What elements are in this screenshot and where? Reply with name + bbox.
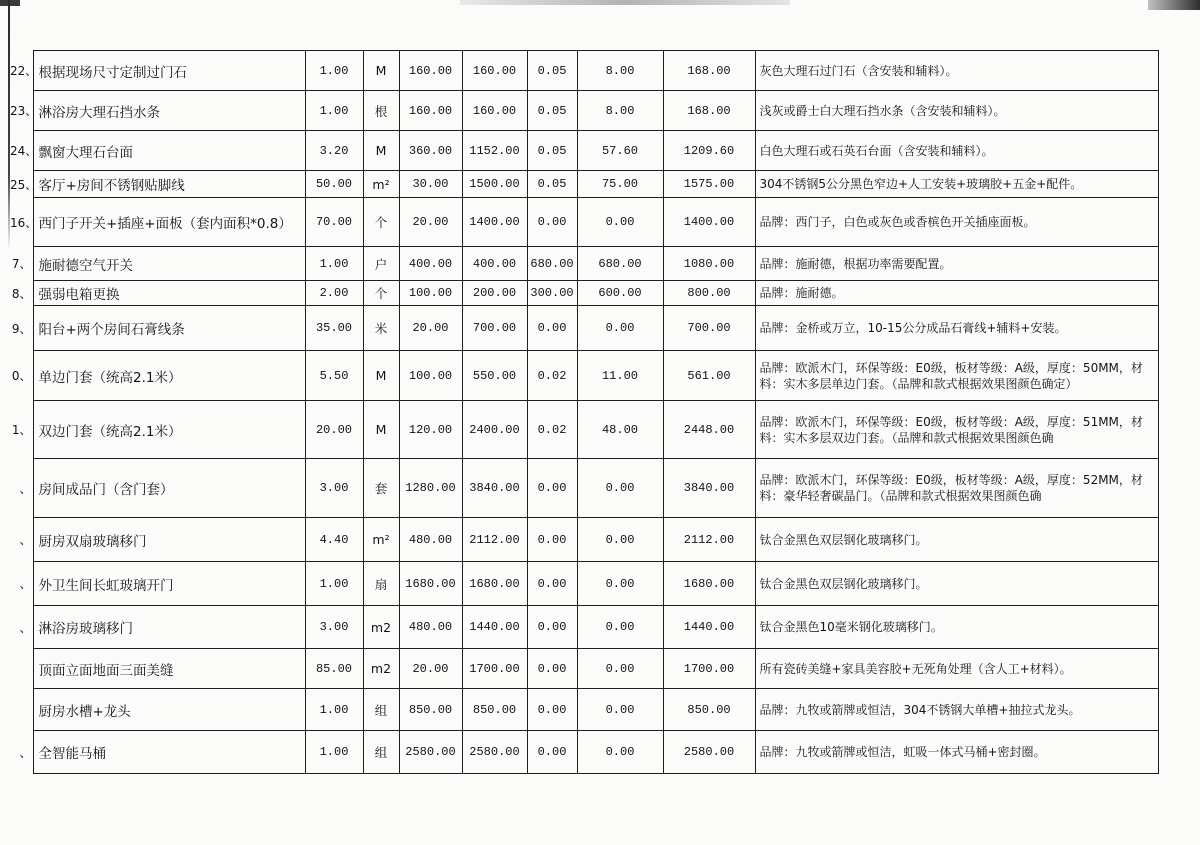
unit-cell: 组	[363, 689, 399, 731]
note-cell: 品牌：九牧或箭牌或恒洁，304不锈钢大单槽+抽拉式龙头。	[755, 689, 1158, 731]
subtotal-cell: 2580.00	[462, 731, 527, 774]
quote-sheet	[10, 50, 1159, 774]
subtotal-cell: 2400.00	[462, 401, 527, 459]
total-cell: 1209.60	[663, 131, 755, 171]
total-cell: 850.00	[663, 689, 755, 731]
extra-rate-cell: 0.00	[527, 562, 577, 606]
row-index-cell: 22、	[10, 64, 38, 78]
unit-cell: M	[363, 131, 399, 171]
quantity-cell: 35.00	[305, 306, 363, 351]
unit-price-cell: 30.00	[399, 171, 462, 198]
extra-rate-cell: 0.00	[527, 689, 577, 731]
note-cell: 品牌：欧派木门，环保等级：E0级，板材等级：A级，厚度：51MM，材料：实木多层双边门套。（品牌和款式根据效果图颜色确	[755, 401, 1158, 459]
table-row	[10, 401, 1158, 459]
extra-amount-cell: 0.00	[577, 306, 663, 351]
item-name-cell: 飘窗大理石台面	[33, 131, 305, 171]
table-row	[10, 281, 1158, 306]
unit-cell: m2	[363, 649, 399, 689]
note-cell: 品牌：施耐德，根据功率需要配置。	[755, 247, 1158, 281]
unit-price-cell: 160.00	[399, 51, 462, 91]
total-cell: 1440.00	[663, 606, 755, 649]
quantity-cell: 1.00	[305, 562, 363, 606]
item-name-cell: 厨房水槽+龙头	[33, 689, 305, 731]
row-index-cell: 、	[19, 533, 32, 547]
extra-rate-cell: 0.00	[527, 459, 577, 518]
table-row	[10, 351, 1158, 401]
unit-price-cell: 100.00	[399, 281, 462, 306]
extra-amount-cell: 8.00	[577, 91, 663, 131]
unit-price-cell: 850.00	[399, 689, 462, 731]
note-cell: 所有瓷砖美缝+家具美容胶+无死角处理（含人工+材料）。	[755, 649, 1158, 689]
table-row	[10, 306, 1158, 351]
note-cell: 品牌：欧派木门，环保等级：E0级，板材等级：A级，厚度：50MM，材料：实木多层单边门套。（品牌和款式根据效果图颜色确定）	[755, 351, 1158, 401]
row-index-cell: 、	[19, 620, 32, 635]
subtotal-cell: 400.00	[462, 247, 527, 281]
unit-cell: 套	[363, 459, 399, 518]
extra-rate-cell: 680.00	[527, 247, 577, 281]
unit-cell: 户	[363, 247, 399, 281]
total-cell: 561.00	[663, 351, 755, 401]
extra-rate-cell: 0.00	[527, 198, 577, 247]
extra-amount-cell: 0.00	[577, 562, 663, 606]
extra-amount-cell: 0.00	[577, 198, 663, 247]
unit-price-cell: 160.00	[399, 91, 462, 131]
total-cell: 700.00	[663, 306, 755, 351]
quantity-cell: 4.40	[305, 518, 363, 562]
total-cell: 168.00	[663, 91, 755, 131]
quantity-cell: 1.00	[305, 689, 363, 731]
extra-amount-cell: 0.00	[577, 649, 663, 689]
scan-top-shadow	[460, 0, 790, 5]
row-index-cell: 、	[19, 577, 32, 591]
row-index-cell: 9、	[11, 321, 32, 336]
quantity-cell: 1.00	[305, 51, 363, 91]
table-row	[10, 606, 1158, 649]
quantity-cell: 70.00	[305, 198, 363, 247]
extra-amount-cell: 48.00	[577, 401, 663, 459]
extra-amount-cell: 600.00	[577, 281, 663, 306]
quantity-cell: 1.00	[305, 731, 363, 774]
unit-cell: 根	[363, 91, 399, 131]
unit-cell: m²	[363, 518, 399, 562]
item-name-cell: 强弱电箱更换	[33, 281, 305, 306]
item-name-cell: 双边门套（统高2.1米）	[33, 401, 305, 459]
row-index-cell: 23、	[10, 104, 38, 118]
extra-amount-cell: 75.00	[577, 171, 663, 198]
unit-price-cell: 400.00	[399, 247, 462, 281]
extra-rate-cell: 0.02	[527, 351, 577, 401]
subtotal-cell: 1680.00	[462, 562, 527, 606]
extra-rate-cell: 0.00	[527, 606, 577, 649]
row-index-cell: 0、	[11, 369, 32, 383]
extra-rate-cell: 300.00	[527, 281, 577, 306]
note-cell: 浅灰或爵士白大理石挡水条（含安装和辅料）。	[755, 91, 1158, 131]
table-row	[10, 649, 1158, 689]
total-cell: 1680.00	[663, 562, 755, 606]
table-row	[10, 689, 1158, 731]
quantity-cell: 3.20	[305, 131, 363, 171]
row-index-cell: 7、	[11, 257, 32, 271]
subtotal-cell: 3840.00	[462, 459, 527, 518]
item-name-cell: 淋浴房玻璃移门	[33, 606, 305, 649]
row-index-cell: 25、	[10, 177, 38, 192]
item-name-cell: 淋浴房大理石挡水条	[33, 91, 305, 131]
row-index-cell: 、	[19, 481, 32, 496]
extra-rate-cell: 0.02	[527, 401, 577, 459]
quantity-cell: 3.00	[305, 459, 363, 518]
subtotal-cell: 2112.00	[462, 518, 527, 562]
table-row	[10, 459, 1158, 518]
item-name-cell: 客厅+房间不锈钢贴脚线	[33, 171, 305, 198]
note-cell: 品牌：欧派木门，环保等级：E0级，板材等级：A级，厚度：52MM，材料：豪华轻奢碳晶门。（品牌和款式根据效果图颜色确	[755, 459, 1158, 518]
extra-amount-cell: 0.00	[577, 606, 663, 649]
total-cell: 800.00	[663, 281, 755, 306]
item-name-cell: 外卫生间长虹玻璃开门	[33, 562, 305, 606]
total-cell: 1080.00	[663, 247, 755, 281]
note-cell: 钛合金黑色双层钢化玻璃移门。	[755, 518, 1158, 562]
total-cell: 2580.00	[663, 731, 755, 774]
table-row	[10, 91, 1158, 131]
subtotal-cell: 160.00	[462, 91, 527, 131]
table-row	[10, 731, 1158, 774]
total-cell: 1400.00	[663, 198, 755, 247]
note-cell: 品牌：西门子，白色或灰色或香槟色开关插座面板。	[755, 198, 1158, 247]
unit-price-cell: 20.00	[399, 198, 462, 247]
subtotal-cell: 1400.00	[462, 198, 527, 247]
quantity-cell: 3.00	[305, 606, 363, 649]
extra-amount-cell: 11.00	[577, 351, 663, 401]
row-index-cell: 24、	[10, 144, 38, 158]
quantity-cell: 2.00	[305, 281, 363, 306]
item-name-cell: 房间成品门（含门套）	[33, 459, 305, 518]
extra-rate-cell: 0.00	[527, 306, 577, 351]
total-cell: 2448.00	[663, 401, 755, 459]
unit-cell: m²	[363, 171, 399, 198]
table-row	[10, 562, 1158, 606]
unit-cell: m2	[363, 606, 399, 649]
subtotal-cell: 550.00	[462, 351, 527, 401]
unit-cell: 组	[363, 731, 399, 774]
quantity-cell: 50.00	[305, 171, 363, 198]
total-cell: 1700.00	[663, 649, 755, 689]
note-cell: 品牌：金桥或万立，10-15公分成品石膏线+辅料+安装。	[755, 306, 1158, 351]
unit-price-cell: 2580.00	[399, 731, 462, 774]
extra-amount-cell: 57.60	[577, 131, 663, 171]
row-index-cell	[10, 649, 33, 689]
subtotal-cell: 1500.00	[462, 171, 527, 198]
unit-price-cell: 120.00	[399, 401, 462, 459]
quote-table	[10, 50, 1159, 774]
subtotal-cell: 1700.00	[462, 649, 527, 689]
quantity-cell: 20.00	[305, 401, 363, 459]
unit-cell: 扇	[363, 562, 399, 606]
unit-price-cell: 1680.00	[399, 562, 462, 606]
extra-rate-cell: 0.05	[527, 51, 577, 91]
note-cell: 钛合金黑色10毫米钢化玻璃移门。	[755, 606, 1158, 649]
note-cell: 品牌：九牧或箭牌或恒洁，虹吸一体式马桶+密封圈。	[755, 731, 1158, 774]
unit-cell: M	[363, 51, 399, 91]
extra-amount-cell: 0.00	[577, 731, 663, 774]
extra-amount-cell: 0.00	[577, 518, 663, 562]
extra-amount-cell: 8.00	[577, 51, 663, 91]
total-cell: 3840.00	[663, 459, 755, 518]
table-row	[10, 131, 1158, 171]
scan-corner-shadow	[0, 0, 20, 6]
note-cell: 304不锈钢5公分黑色窄边+人工安装+玻璃胶+五金+配件。	[755, 171, 1158, 198]
note-cell: 白色大理石或石英石台面（含安装和辅料）。	[755, 131, 1158, 171]
subtotal-cell: 160.00	[462, 51, 527, 91]
item-name-cell: 阳台+两个房间石膏线条	[33, 306, 305, 351]
total-cell: 2112.00	[663, 518, 755, 562]
item-name-cell: 西门子开关+插座+面板（套内面积*0.8）	[33, 198, 305, 247]
item-name-cell: 厨房双扇玻璃移门	[33, 518, 305, 562]
unit-cell: 个	[363, 281, 399, 306]
extra-amount-cell: 0.00	[577, 689, 663, 731]
item-name-cell: 顶面立面地面三面美缝	[33, 649, 305, 689]
item-name-cell: 单边门套（统高2.1米）	[33, 351, 305, 401]
extra-rate-cell: 0.00	[527, 518, 577, 562]
note-cell: 品牌：施耐德。	[755, 281, 1158, 306]
quantity-cell: 1.00	[305, 91, 363, 131]
extra-rate-cell: 0.05	[527, 171, 577, 198]
unit-price-cell: 1280.00	[399, 459, 462, 518]
extra-amount-cell: 680.00	[577, 247, 663, 281]
unit-cell: M	[363, 401, 399, 459]
row-index-cell	[10, 689, 33, 731]
unit-price-cell: 20.00	[399, 649, 462, 689]
quote-table-body	[10, 51, 1158, 774]
unit-price-cell: 100.00	[399, 351, 462, 401]
unit-cell: M	[363, 351, 399, 401]
extra-rate-cell: 0.05	[527, 131, 577, 171]
unit-price-cell: 480.00	[399, 606, 462, 649]
note-cell: 钛合金黑色双层钢化玻璃移门。	[755, 562, 1158, 606]
extra-rate-cell: 0.00	[527, 649, 577, 689]
unit-price-cell: 360.00	[399, 131, 462, 171]
extra-rate-cell: 0.00	[527, 731, 577, 774]
row-index-cell: 1、	[11, 423, 32, 437]
total-cell: 168.00	[663, 51, 755, 91]
unit-price-cell: 480.00	[399, 518, 462, 562]
subtotal-cell: 1152.00	[462, 131, 527, 171]
extra-amount-cell: 0.00	[577, 459, 663, 518]
unit-price-cell: 20.00	[399, 306, 462, 351]
subtotal-cell: 1440.00	[462, 606, 527, 649]
row-index-cell: 16、	[10, 215, 38, 230]
table-row	[10, 51, 1158, 91]
table-row	[10, 171, 1158, 198]
quantity-cell: 85.00	[305, 649, 363, 689]
item-name-cell: 根据现场尺寸定制过门石	[33, 51, 305, 91]
quantity-cell: 5.50	[305, 351, 363, 401]
table-row	[10, 247, 1158, 281]
subtotal-cell: 850.00	[462, 689, 527, 731]
scan-corner-shadow	[1148, 0, 1200, 10]
quantity-cell: 1.00	[305, 247, 363, 281]
note-cell: 灰色大理石过门石（含安装和辅料）。	[755, 51, 1158, 91]
extra-rate-cell: 0.05	[527, 91, 577, 131]
subtotal-cell: 200.00	[462, 281, 527, 306]
table-row	[10, 198, 1158, 247]
item-name-cell: 全智能马桶	[33, 731, 305, 774]
row-index-cell: 、	[19, 745, 32, 760]
unit-cell: 个	[363, 198, 399, 247]
item-name-cell: 施耐德空气开关	[33, 247, 305, 281]
unit-cell: 米	[363, 306, 399, 351]
subtotal-cell: 700.00	[462, 306, 527, 351]
total-cell: 1575.00	[663, 171, 755, 198]
table-row	[10, 518, 1158, 562]
row-index-cell: 8、	[11, 286, 32, 301]
